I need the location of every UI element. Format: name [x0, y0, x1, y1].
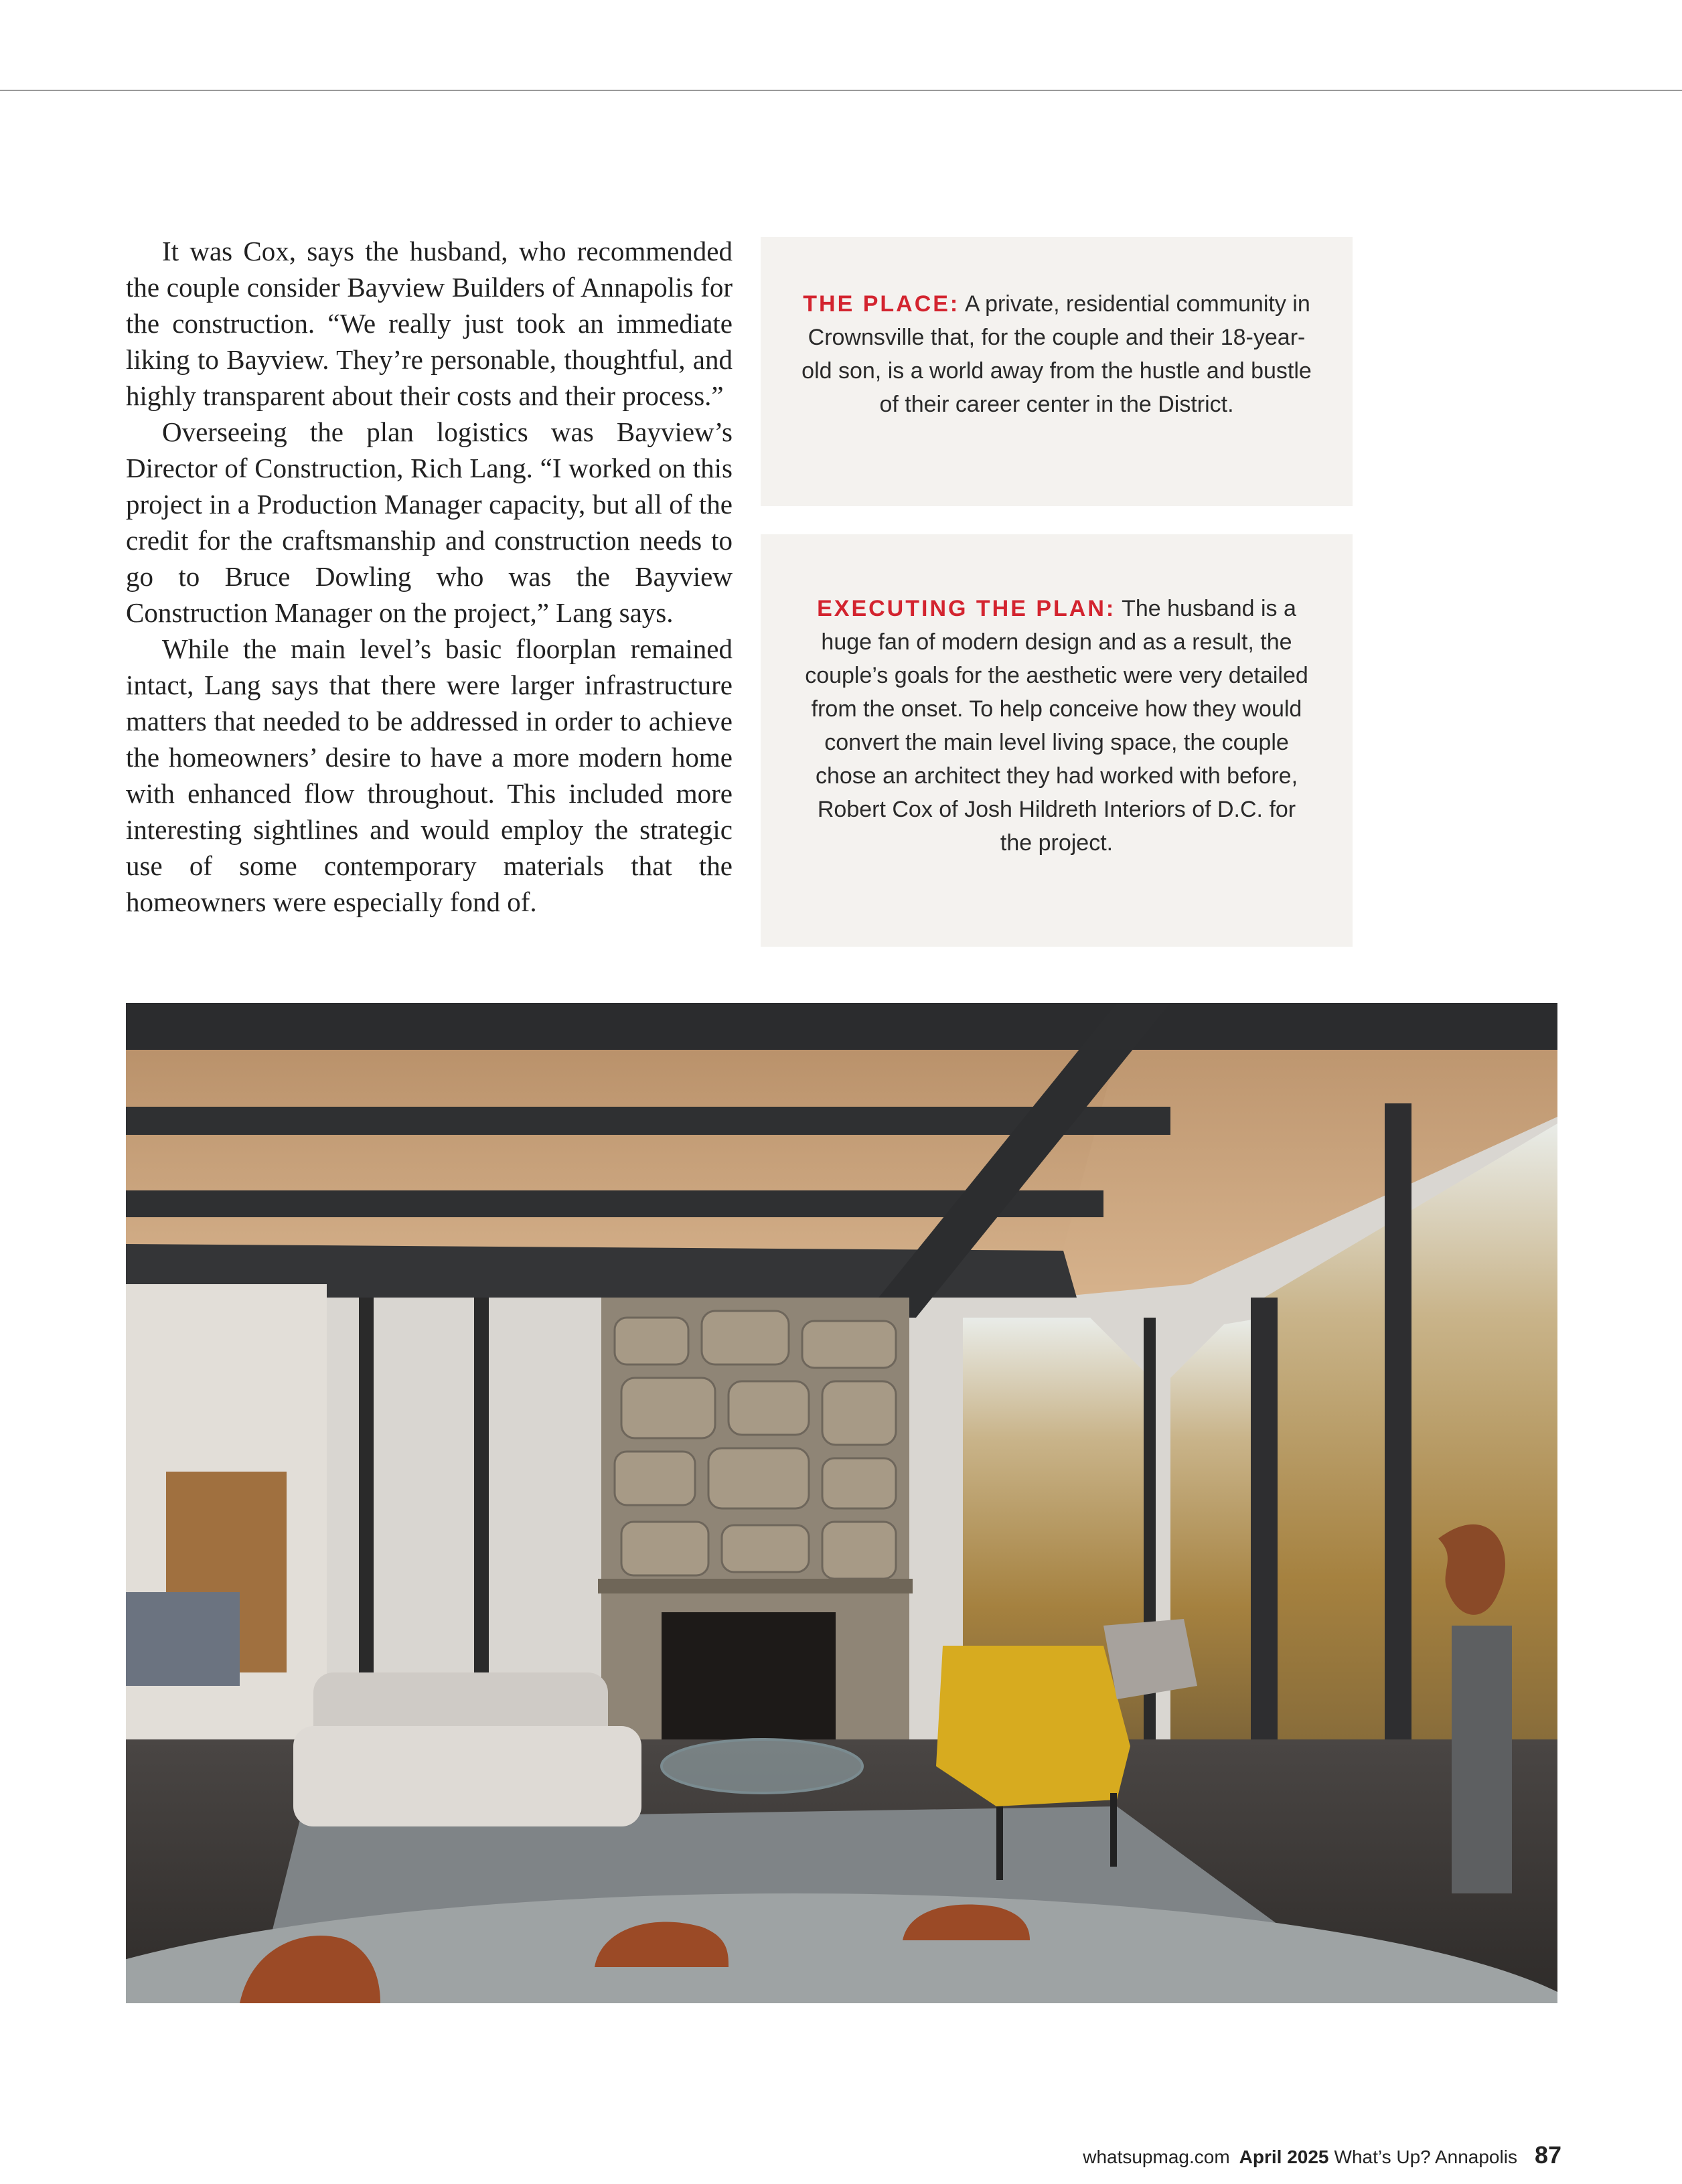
sidebar-executing-the-plan [761, 534, 1353, 947]
article-paragraph-2: Overseeing the plan logistics was Bayview’s Director of Construction, Rich Lang. “I worked on this project in a Production Manager capacity, but all of the credit for the craftsmanship and construction needs to go to Bruce Dowling who was the Bayview Construction Manager on the project,” Lang says. [126, 416, 733, 628]
footer-date: April 2025 [1239, 2147, 1329, 2167]
page-number: 87 [1534, 2141, 1561, 2169]
article-body [126, 233, 733, 920]
article-paragraph-3: While the main level’s basic floorplan remained intact, Lang says that there were larger infrastructure matters that needed to be addressed in order to achieve the homeowners’ desire to have a more modern home with enhanced flow throughout. This included more interesting sightlines and would employ the strategic use of some contemporary materials that the homeowners were especially fond of. [126, 633, 733, 917]
sidebar-plan-text: The husband is a huge fan of modern design and as a result, the couple’s goals for the aesthetic were very detailed from the onset. To help conceive how they would convert the main level living space, the couple chose an architect they had worked with before, Robert Cox of Josh Hildreth Interiors of D.C. for the project. [805, 596, 1308, 856]
sidebar-place-label: THE PLACE: [803, 291, 960, 317]
living-room-photo [126, 1003, 1557, 2003]
footer-site: whatsupmag.com [1083, 2147, 1230, 2167]
sidebar-place-text: A private, residential community in Crownsville that, for the couple and their 18-year-old son, is a world away from the hustle and bustle of their career center in the District. [801, 291, 1312, 417]
page-footer [1083, 2141, 1561, 2169]
sidebar-the-place [761, 237, 1353, 506]
article-paragraph-1: It was Cox, says the husband, who recommended the couple consider Bayview Builders of Annapolis for the construction. “We really just took an immediate liking to Bayview. They’re personable, thoughtful, and highly transparent about their costs and their process.” [126, 236, 733, 411]
header-rule [0, 90, 1682, 91]
footer-publication: What’s Up? Annapolis [1334, 2147, 1517, 2167]
sidebar-plan-label: EXECUTING THE PLAN: [817, 596, 1116, 621]
